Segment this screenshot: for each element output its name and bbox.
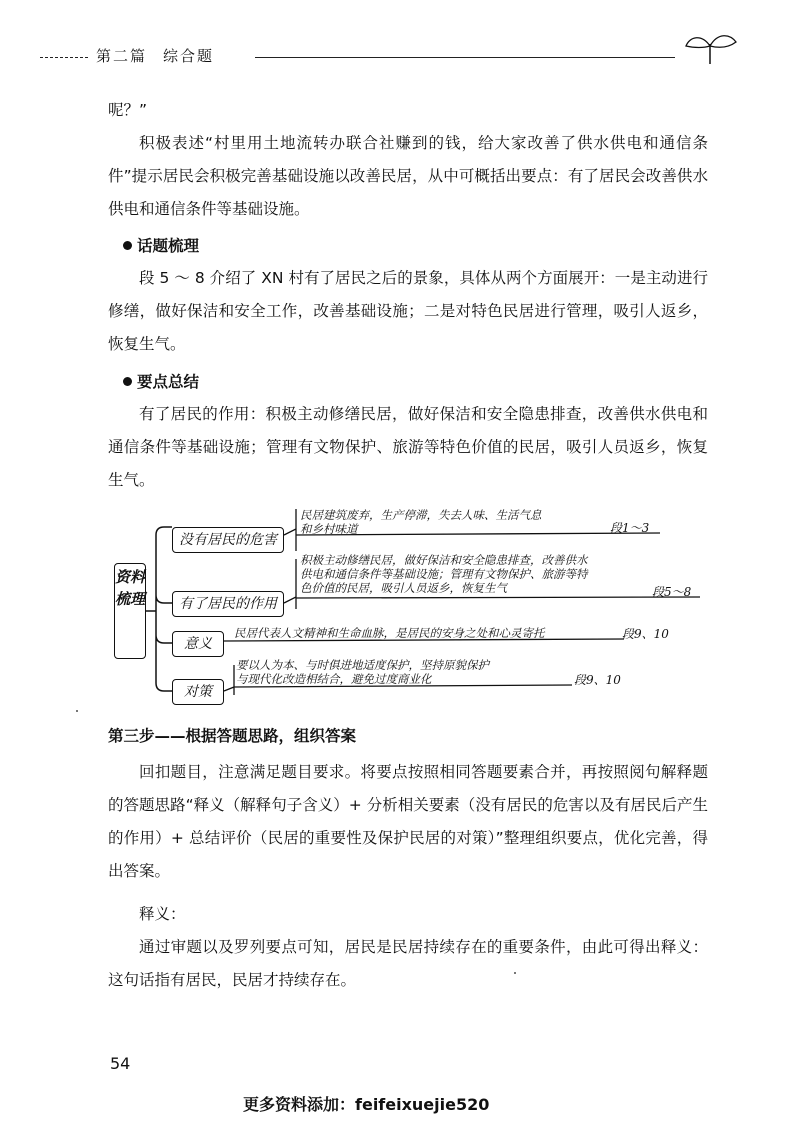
topic-body bbox=[108, 262, 708, 361]
material-diagram bbox=[100, 505, 720, 715]
paragraph-answer-method: 回扣题目，注意满足题目要求。将要点按照相同答题要素合并，再按照阅句解释题的答题思路“释义（解释句子含义）+ 分析相关要素（没有居民的危害以及有居民后产生的作用）+ 总结评价（民居的重要性及保护民居的对策）”整理组织要点，优化完善，得出答案。 bbox=[108, 763, 708, 880]
ref-effect: 段5～8 bbox=[652, 585, 692, 599]
header-title bbox=[96, 45, 214, 66]
header-rule bbox=[255, 57, 675, 58]
paragraph-1: 积极表述“村里用土地流转办联合社赚到的钱，给大家改善了供水供电和通信条件”提示居民会积极完善基础设施以改善民居，从中可概括出要点：有了居民会改善供水供电和通信条件等基础设施。 bbox=[108, 134, 708, 218]
note-effect: 积极主动修缮民居，做好保洁和安全隐患排查，改善供水 供电和通信条件等基础设施；管理有文物保护、旅游等特 色价值的民居，吸引人员返乡，恢复生气 bbox=[300, 553, 588, 595]
branch-measures: 对策 bbox=[172, 679, 224, 705]
topic-heading: 话题梳理 bbox=[123, 234, 199, 256]
topic-text: 段 5 ～ 8 介绍了 XN 村有了居民之后的景象，具体从两个方面展开：一是主动进行修缮，做好保洁和安全工作，改善基础设施；二是对特色民居进行管理，吸引人返乡，恢复生气。 bbox=[108, 269, 708, 353]
branch-meaning: 意义 bbox=[172, 631, 224, 657]
bullet-icon bbox=[123, 377, 132, 386]
bullet-icon bbox=[123, 241, 132, 250]
branch-effect: 有了居民的作用 bbox=[172, 591, 284, 617]
footer-note: 更多资料添加：feifeixuejie520 bbox=[243, 1095, 490, 1114]
shiyi-block bbox=[108, 898, 708, 997]
note-meaning: 民居代表人文精神和生命血脉，是居民的安身之处和心灵寄托 bbox=[234, 626, 545, 640]
body-bottom bbox=[108, 756, 708, 888]
summary-heading: 要点总结 bbox=[123, 370, 199, 392]
summary-body bbox=[108, 398, 708, 497]
shiyi-text: 通过审题以及罗列要点可知，居民是民居持续存在的重要条件，由此可得出释义：这句话指有居民，民居才持续存在。 bbox=[108, 938, 708, 989]
ref-measures: 段9、10 bbox=[574, 673, 621, 687]
note-measures: 要以人为本、与时俱进地适度保护，坚持原貌保护 与现代化改造相结合，避免过度商业化 bbox=[236, 658, 489, 686]
shiyi-label: 释义： bbox=[139, 905, 186, 923]
scan-dot bbox=[514, 972, 516, 974]
scan-dot bbox=[76, 710, 78, 712]
sprout-icon bbox=[680, 26, 740, 66]
body-top bbox=[108, 94, 708, 226]
note-harm: 民居建筑废弃，生产停滞，失去人味、生活气息 和乡村味道 bbox=[300, 508, 542, 536]
page-number: 54 bbox=[110, 1054, 131, 1073]
diagram-root: 资料梳理 bbox=[114, 563, 146, 659]
running-header bbox=[40, 44, 740, 70]
ref-meaning: 段9、10 bbox=[622, 627, 669, 641]
header-part: 第二篇 bbox=[96, 47, 148, 65]
branch-harm: 没有居民的危害 bbox=[172, 527, 284, 553]
ref-harm: 段1～3 bbox=[610, 521, 650, 535]
header-section: 综合题 bbox=[163, 47, 215, 65]
summary-text: 有了居民的作用：积极主动修缮民居，做好保洁和安全隐患排查，改善供水供电和通信条件等基础设施；管理有文物保护、旅游等特色价值的民居，吸引人员返乡，恢复生气。 bbox=[108, 405, 708, 489]
header-dash bbox=[40, 57, 88, 58]
top-fragment: 呢？” bbox=[108, 101, 148, 119]
step3-heading: 第三步——根据答题思路，组织答案 bbox=[108, 727, 357, 745]
